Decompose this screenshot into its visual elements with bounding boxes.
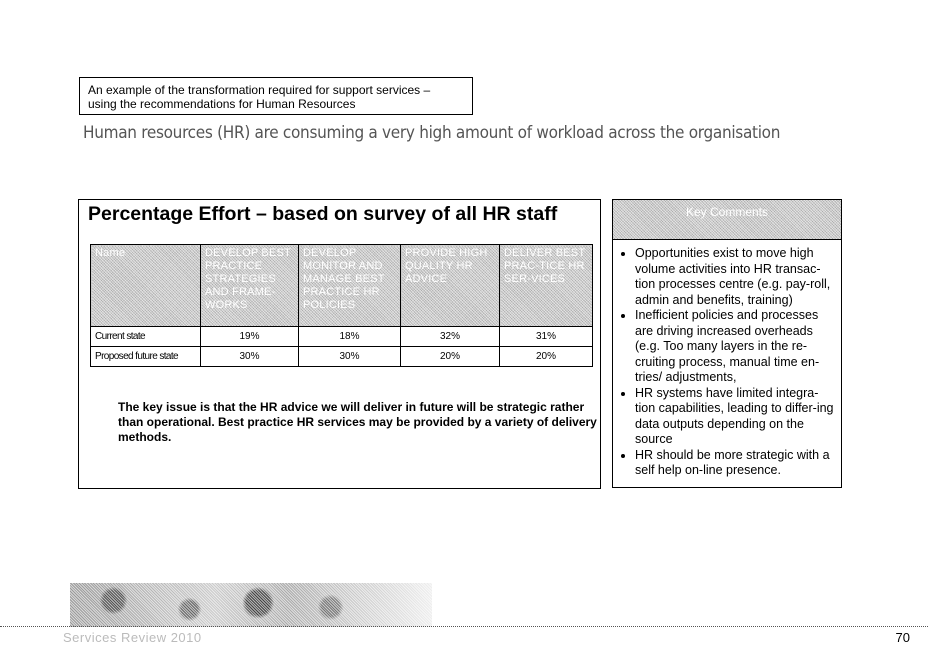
column-header: DEVELOP BEST PRACTICE STRATEGIES AND FRAME-WORKS: [201, 245, 299, 327]
intro-box: [79, 77, 473, 115]
column-header: DELIVER BEST PRAC-TICE HR SER-VICES: [500, 245, 593, 327]
table-cell: 18%: [299, 327, 401, 347]
column-header: PROVIDE HIGH QUALITY HR ADVICE: [401, 245, 500, 327]
table-cell: 30%: [201, 347, 299, 367]
intro-line-2: using the recommendations for Human Resources: [88, 97, 356, 111]
list-item: • HR systems have limited integra-tion capabilities, leading to differ-ing data outputs depending on the source: [635, 386, 835, 448]
key-comments-panel: [612, 199, 842, 488]
effort-table: [90, 244, 593, 367]
key-comments-header: Key Comments: [613, 200, 841, 240]
table-cell: 31%: [500, 327, 593, 347]
footer-divider: [0, 626, 928, 627]
table-row: [91, 347, 593, 367]
effort-table-header-row: [91, 245, 593, 327]
list-item: • Opportunities exist to move high volume activities into HR transac-tion processes centre (e.g. pay-roll, admin and benefits, training): [635, 246, 835, 308]
photo-strip-image: [70, 583, 432, 627]
effort-title: Percentage Effort – based on survey of all HR staff: [88, 203, 558, 225]
list-item: • HR should be more strategic with a self help on-line presence.: [635, 448, 835, 479]
table-row: [91, 327, 593, 347]
table-cell: 20%: [500, 347, 593, 367]
effort-panel: [78, 199, 601, 489]
intro-line-1: An example of the transformation required for support services –: [88, 83, 431, 97]
key-comments-list: [613, 246, 841, 479]
list-item: • Inefficient policies and processes are driving increased overheads (e.g. Too many layers in the re-cruiting process, manual time en-tries/ adjustments,: [635, 308, 835, 386]
table-cell: 19%: [201, 327, 299, 347]
table-cell: 20%: [401, 347, 500, 367]
column-header: Name: [91, 245, 201, 327]
footer-title: Services Review 2010: [63, 630, 202, 645]
table-cell: 32%: [401, 327, 500, 347]
row-label: Proposed future state: [91, 347, 201, 367]
table-cell: 30%: [299, 347, 401, 367]
page-headline: Human resources (HR) are consuming a very high amount of workload across the organisation: [83, 123, 781, 143]
key-issue-text: The key issue is that the HR advice we will deliver in future will be strategic rather than operational. Best practice HR services may be provided by a variety of delivery methods.: [118, 400, 597, 444]
column-header: DEVELOP MONITOR AND MANAGE BEST PRACTICE HR POLICIES: [299, 245, 401, 327]
row-label: Current state: [91, 327, 201, 347]
page-number: 70: [895, 630, 910, 645]
